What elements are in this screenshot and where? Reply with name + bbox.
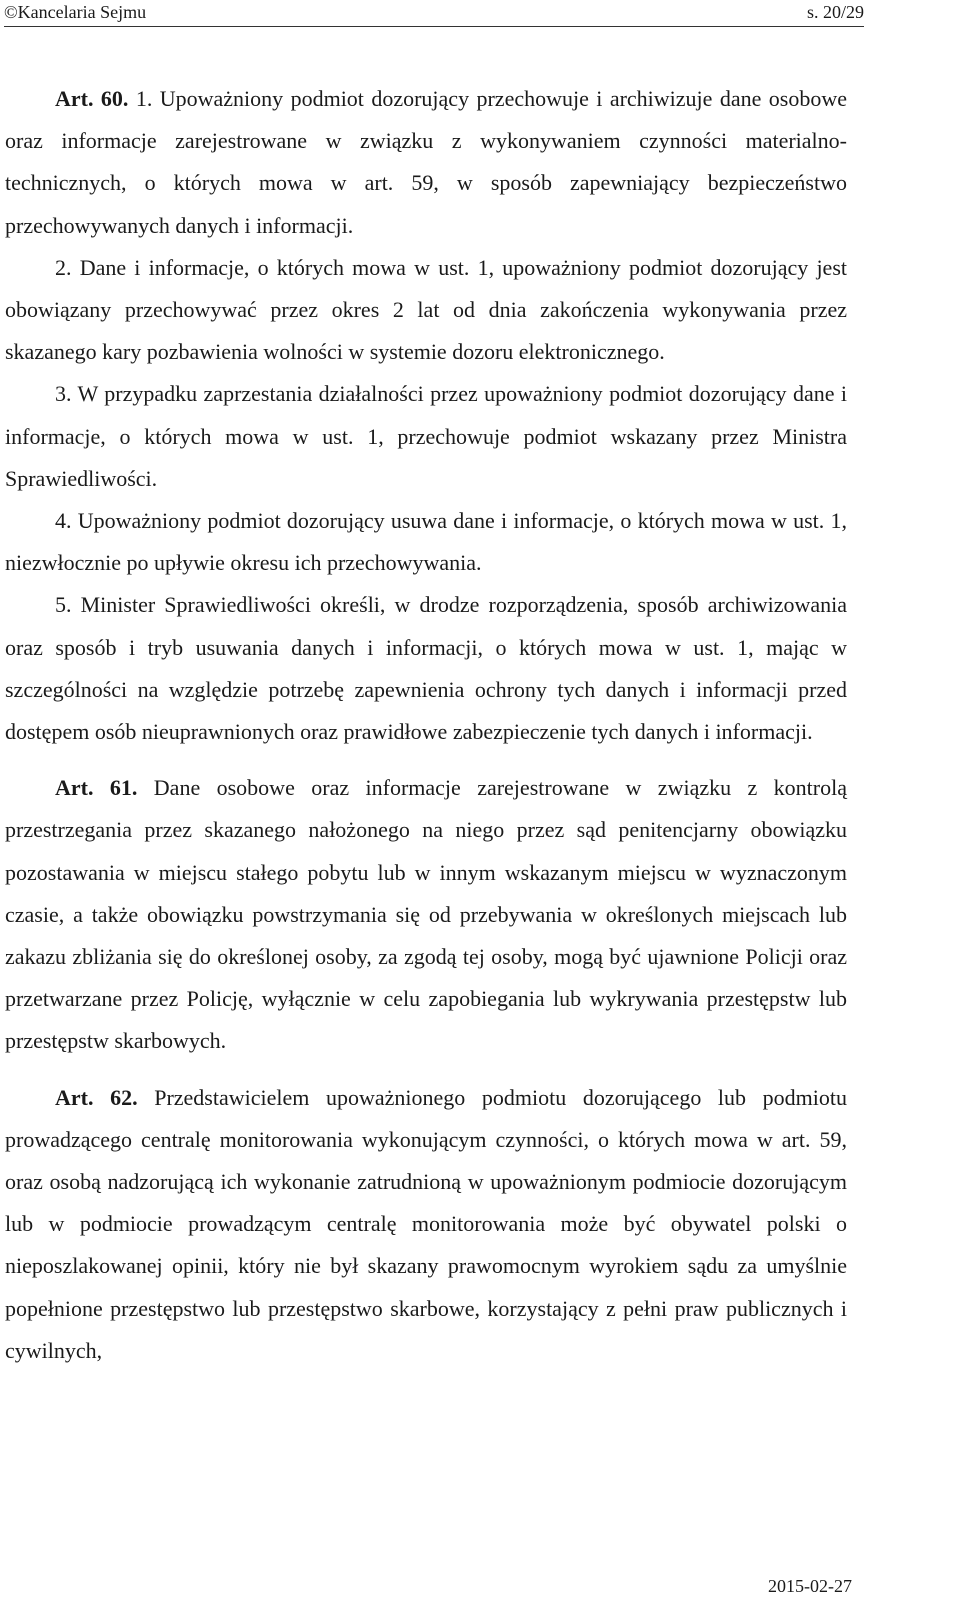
art-60-paragraph-4: 4. Upoważniony podmiot dozorujący usuwa dane i informacje, o których mowa w ust. 1, niezwłocznie po upływie okresu ich przechowywania. — [5, 508, 847, 576]
art-61-paragraph — [5, 767, 847, 1062]
art-60-ust-1-text: 1. Upoważniony podmiot dozorujący przechowuje i archiwizuje dane osobowe oraz informacje zarejestrowane w związku z wykonywaniem czynności materialno-technicznych, o których mowa w art. 59, w sposób zapewniający bezpieczeństwo przechowywanych danych i informacji. — [5, 86, 848, 238]
art-61-label: Art. 61. — [55, 775, 138, 801]
art-62-text: Przedstawicielem upoważnionego podmiotu dozorującego lub podmiotu prowadzącego centralę monitorowania wykonującym czynności, o których mowa w art. 59, oraz osobą nadzorującą ich wykonanie zatrudnioną w upoważnionym podmiocie dozorującym lub w podmiocie prowadzącym centralę monitorowania może być obywatel polski o nieposzlakowanej opinii, który nie był skazany prawomocnym wyrokiem sądu za umyślnie popełnione przestępstwo lub przestępstwo skarbowe, korzystający z pełni praw publicznych i cywilnych, — [5, 1084, 847, 1363]
copyright-notice: ©Kancelaria Sejmu — [4, 2, 147, 22]
art-60-paragraph-2: 2. Dane i informacje, o których mowa w ust. 1, upoważniony podmiot dozorujący jest obowiązany przechowywać przez okres 2 lat od dnia zakończenia wykonywania przez skazanego kary pozbawienia wolności w systemie dozoru elektronicznego. — [5, 254, 847, 365]
page-number: s. 20/29 — [806, 2, 864, 22]
art-60-paragraph-3: 3. W przypadku zaprzestania działalności przez upoważniony podmiot dozorujący dane i informacje, o których mowa w ust. 1, przechowuje podmiot wskazany przez Ministra Sprawiedliwości. — [5, 381, 847, 491]
document-body — [5, 78, 847, 1372]
art-60-label: Art. 60. — [55, 86, 129, 111]
art-60-paragraph-1 — [5, 78, 847, 247]
page-header — [4, 0, 864, 27]
art-61-text: Dane osobowe oraz informacje zarejestrowane w związku z kontrolą przestrzegania przez skazanego nałożonego na niego przez sąd penitencjarny obowiązku pozostawania w miejscu stałego pobytu lub w innym wskazanym miejscu w wyznaczonym czasie, a także obowiązku powstrzymania się od przebywania w określonych miejscach lub zakazu zbliżania się do określonej osoby, za zgodą tej osoby, mogą być ujawnione Policji oraz przetwarzane przez Policję, wyłącznie w celu zapobiegania lub wykrywania przestępstw lub przestępstw skarbowych. — [5, 775, 847, 1054]
art-62-label: Art. 62. — [55, 1084, 138, 1110]
art-62-paragraph — [5, 1077, 847, 1372]
footer-date: 2015-02-27 — [768, 1576, 852, 1596]
art-60-paragraph-5: 5. Minister Sprawiedliwości określi, w drodze rozporządzenia, sposób archiwizowania oraz sposób i tryb usuwania danych i informacji, o których mowa w ust. 1, mając w szczególności na względzie potrzebę zapewnienia ochrony tych danych i informacji przed dostępem osób nieuprawnionych oraz prawidłowe zabezpieczenie tych danych i informacji. — [5, 592, 847, 745]
